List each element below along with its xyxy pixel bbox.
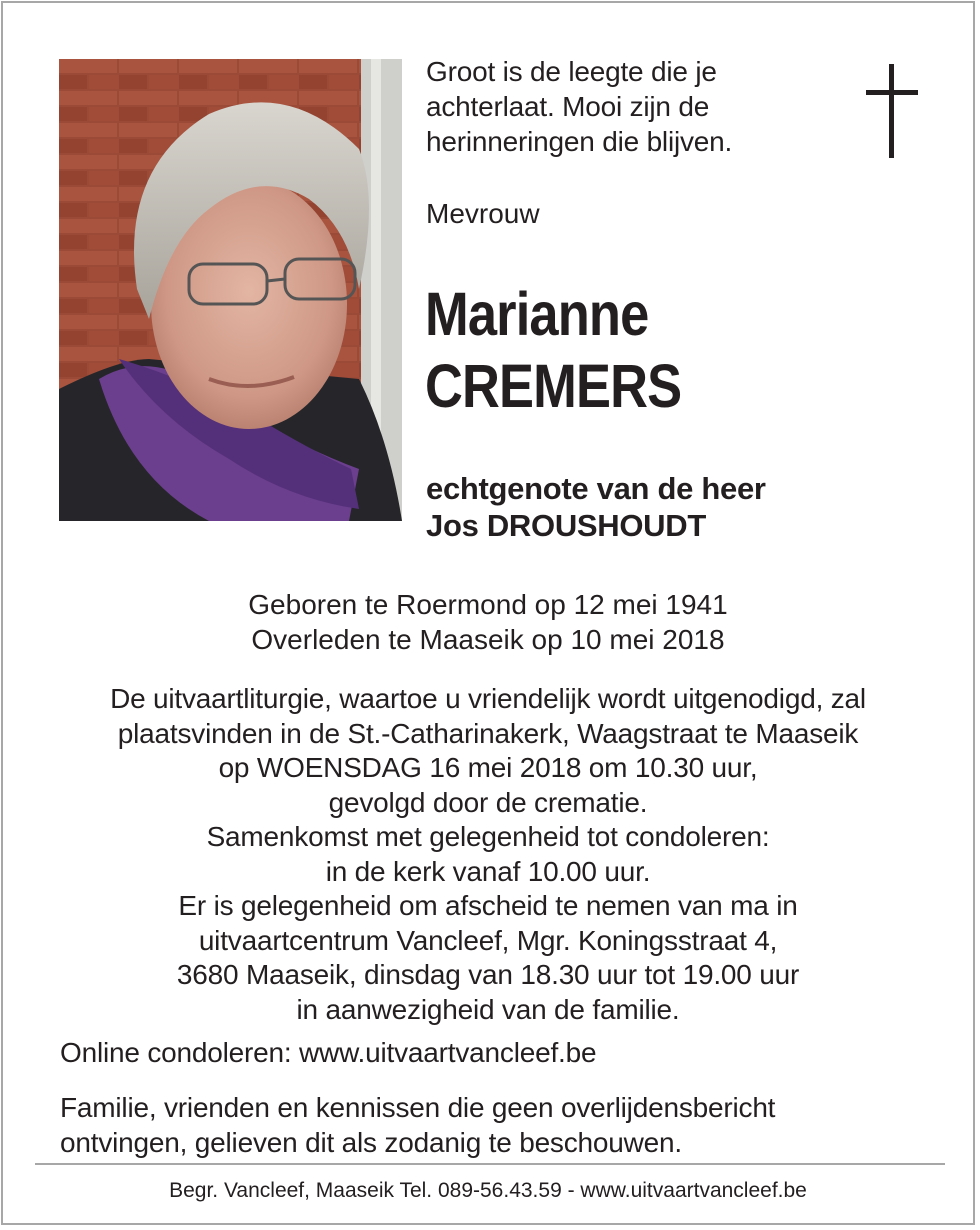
funeral-details bbox=[0, 682, 976, 1027]
funeral-line: 3680 Maaseik, dinsdag van 18.30 uur tot 19.00 uur bbox=[176, 959, 800, 990]
funeral-line: in aanwezigheid van de familie. bbox=[296, 993, 680, 1025]
funeral-line: Er is gelegenheid om afscheid te nemen van ma in bbox=[178, 890, 798, 921]
quote-line: Groot is de leegte die je bbox=[426, 56, 717, 87]
funeral-line: plaatsvinden in de St.-Catharinakerk, Waagstraat te Maaseik bbox=[117, 717, 859, 749]
family-notice bbox=[60, 1090, 775, 1160]
life-dates bbox=[0, 587, 976, 657]
funeral-line: gevolgd door de crematie. bbox=[328, 786, 648, 818]
spouse-info bbox=[426, 470, 766, 544]
online-condolence: Online condoleren: www.uitvaartvancleef.be bbox=[60, 1037, 597, 1068]
footer-divider bbox=[35, 1163, 945, 1165]
spouse-line: echtgenote van de heer bbox=[426, 471, 766, 506]
notice-line: ontvingen, gelieven dit als zodanig te beschouwen. bbox=[60, 1127, 682, 1158]
funeral-line: uitvaartcentrum Vancleef, Mgr. Koningsstraat 4, bbox=[198, 924, 778, 956]
death-date: Overleden te Maaseik op 10 mei 2018 bbox=[251, 624, 725, 655]
funeral-line: in de kerk vanaf 10.00 uur. bbox=[325, 855, 651, 887]
portrait-photo bbox=[59, 59, 402, 521]
funeral-line: Samenkomst met gelegenheid tot condoleren: bbox=[206, 821, 770, 852]
first-name: Marianne bbox=[425, 280, 649, 348]
quote-line: achterlaat. Mooi zijn de bbox=[426, 91, 710, 122]
honorific: Mevrouw bbox=[426, 198, 540, 229]
last-name: CREMERS bbox=[425, 352, 682, 420]
funeral-line: op WOENSDAG 16 mei 2018 om 10.30 uur, bbox=[218, 752, 758, 783]
notice-line: Familie, vrienden en kennissen die geen overlijdensbericht bbox=[60, 1092, 776, 1123]
deceased-name bbox=[425, 278, 681, 422]
spouse-name: Jos DROUSHOUDT bbox=[426, 508, 706, 543]
birth-date: Geboren te Roermond op 12 mei 1941 bbox=[248, 589, 728, 620]
funeral-home-footer: Begr. Vancleef, Maaseik Tel. 089-56.43.59 - www.uitvaartvancleef.be bbox=[169, 1179, 807, 1202]
memorial-quote bbox=[426, 54, 846, 159]
quote-line: herinneringen die blijven. bbox=[426, 126, 733, 157]
cross-icon bbox=[862, 62, 922, 160]
funeral-line: De uitvaartliturgie, waartoe u vriendelijk wordt uitgenodigd, zal bbox=[110, 683, 866, 714]
